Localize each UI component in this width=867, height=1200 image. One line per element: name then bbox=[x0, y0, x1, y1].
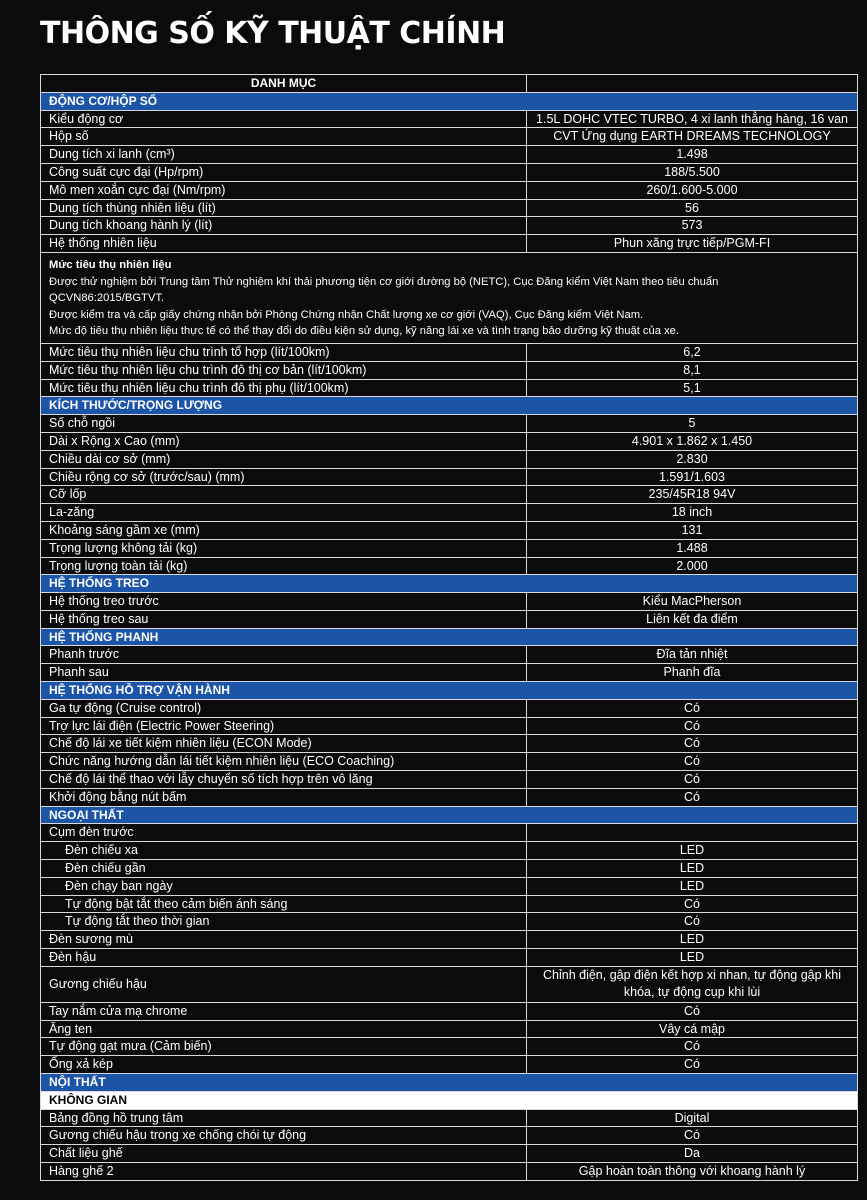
spec-value: CVT Ứng dụng EARTH DREAMS TECHNOLOGY bbox=[553, 129, 831, 144]
spec-value: Có bbox=[684, 896, 700, 911]
subsection-title: KHÔNG GIAN bbox=[49, 1092, 127, 1107]
spec-value: 2.830 bbox=[676, 451, 708, 466]
spec-label: Trọng lượng toàn tải (kg) bbox=[41, 558, 527, 575]
spec-value: LED bbox=[679, 950, 705, 965]
spec-label: Tay nắm cửa mạ chrome bbox=[41, 1003, 527, 1020]
section-engine bbox=[40, 93, 858, 111]
table-row bbox=[40, 433, 858, 451]
table-row bbox=[40, 1110, 858, 1128]
table-row bbox=[40, 111, 858, 129]
spec-value: Có bbox=[684, 914, 700, 929]
table-row bbox=[40, 200, 858, 218]
table-row bbox=[40, 380, 858, 398]
spec-label: Đèn hậu bbox=[41, 949, 527, 966]
spec-value: Có bbox=[684, 754, 700, 769]
spec-value bbox=[527, 824, 857, 841]
table-row bbox=[40, 646, 858, 664]
section-title: HỆ THỐNG PHANH bbox=[49, 629, 159, 644]
spec-label: Chất liệu ghế bbox=[41, 1145, 527, 1162]
table-row bbox=[40, 611, 858, 629]
spec-label: Dung tích thùng nhiên liệu (lít) bbox=[41, 200, 527, 217]
spec-label: Dung tích khoang hành lý (lít) bbox=[41, 217, 527, 234]
section-exterior bbox=[40, 807, 858, 825]
spec-label: Phanh trước bbox=[41, 646, 527, 663]
table-header-value bbox=[527, 75, 857, 92]
page-title: THÔNG SỐ KỸ THUẬT CHÍNH bbox=[40, 16, 506, 51]
fuel-consumption-note bbox=[40, 253, 858, 344]
spec-value: Có bbox=[684, 789, 700, 804]
spec-label: Kiểu động cơ bbox=[41, 111, 527, 128]
table-row bbox=[40, 504, 858, 522]
table-row bbox=[40, 718, 858, 736]
table-row bbox=[40, 217, 858, 235]
section-brakes bbox=[40, 629, 858, 647]
table-row bbox=[40, 967, 858, 1003]
spec-label: Dung tích xi lanh (cm³) bbox=[41, 146, 527, 163]
spec-label: Đèn sương mù bbox=[41, 931, 527, 948]
table-row bbox=[40, 931, 858, 949]
spec-value: Có bbox=[684, 1057, 700, 1072]
spec-value: 6,2 bbox=[683, 344, 701, 359]
spec-value: Kiểu MacPherson bbox=[642, 594, 742, 609]
table-row bbox=[40, 896, 858, 914]
spec-label: Ống xả kép bbox=[41, 1056, 527, 1073]
table-row bbox=[40, 664, 858, 682]
spec-table bbox=[40, 74, 858, 1181]
spec-label: Hệ thống nhiên liệu bbox=[41, 235, 527, 252]
spec-label: Chiều dài cơ sở (mm) bbox=[41, 451, 527, 468]
spec-value: Có bbox=[684, 1039, 700, 1054]
table-row bbox=[40, 344, 858, 362]
section-interior bbox=[40, 1074, 858, 1092]
spec-value: 1.498 bbox=[676, 147, 708, 162]
spec-value: Phun xăng trực tiếp/PGM-FI bbox=[613, 236, 771, 251]
spec-label: Ga tự động (Cruise control) bbox=[41, 700, 527, 717]
spec-value: LED bbox=[679, 932, 705, 947]
spec-label: Chế độ lái xe tiết kiệm nhiên liệu (ECON Mode) bbox=[41, 735, 527, 752]
table-row bbox=[40, 949, 858, 967]
table-row bbox=[40, 842, 858, 860]
spec-label: Ăng ten bbox=[41, 1021, 527, 1038]
spec-value: 573 bbox=[681, 218, 703, 233]
spec-label: Chức năng hướng dẫn lái tiết kiệm nhiên liệu (ECO Coaching) bbox=[41, 753, 527, 770]
table-row bbox=[40, 146, 858, 164]
table-row bbox=[40, 451, 858, 469]
spec-value: Digital bbox=[674, 1110, 710, 1125]
table-row bbox=[40, 1003, 858, 1021]
subsection-space bbox=[40, 1092, 858, 1110]
spec-value: LED bbox=[679, 843, 705, 858]
spec-label: Hàng ghế 2 bbox=[41, 1163, 527, 1180]
spec-value: 1.488 bbox=[676, 540, 708, 555]
spec-value: 18 inch bbox=[671, 505, 713, 520]
spec-value: 1.591/1.603 bbox=[658, 469, 726, 484]
section-title: ĐỘNG CƠ/HỘP SỐ bbox=[49, 93, 158, 108]
spec-value: Có bbox=[684, 772, 700, 787]
spec-value: Có bbox=[684, 736, 700, 751]
spec-value: 2.000 bbox=[676, 558, 708, 573]
note-line: QCVN86:2015/BGTVT. bbox=[49, 292, 165, 305]
table-row bbox=[40, 593, 858, 611]
spec-label: Cỡ lốp bbox=[41, 486, 527, 503]
note-line: Được kiểm tra và cấp giấy chứng nhận bởi Phòng Chứng nhận Chất lượng xe cơ giới (VAQ), Cục Đăng kiểm Việt Nam. bbox=[49, 308, 644, 321]
spec-label: Đèn chạy ban ngày bbox=[41, 878, 527, 895]
note-line: Mức độ tiêu thụ nhiên liệu thực tế có thể thay đổi do điều kiện sử dụng, kỹ năng lái xe và tình trạng bảo dưỡng kỹ thuật của xe. bbox=[49, 325, 679, 338]
section-dimensions bbox=[40, 397, 858, 415]
spec-label: Hộp số bbox=[41, 128, 527, 145]
table-row bbox=[40, 486, 858, 504]
spec-label: Tự động bật tắt theo cảm biến ánh sáng bbox=[41, 896, 527, 913]
spec-value: LED bbox=[679, 861, 705, 876]
spec-value: 1.5L DOHC VTEC TURBO, 4 xi lanh thẳng hàng, 16 van bbox=[536, 111, 848, 126]
table-row bbox=[40, 860, 858, 878]
table-row bbox=[40, 415, 858, 433]
spec-label: Mức tiêu thụ nhiên liệu chu trình đô thị cơ bản (lít/100km) bbox=[41, 362, 527, 379]
spec-value: Phanh đĩa bbox=[663, 665, 721, 680]
spec-label: Công suất cực đại (Hp/rpm) bbox=[41, 164, 527, 181]
table-row bbox=[40, 771, 858, 789]
section-title: NỘI THẤT bbox=[49, 1075, 106, 1090]
spec-value: 131 bbox=[681, 522, 703, 537]
spec-value: 5 bbox=[688, 416, 696, 431]
table-row bbox=[40, 164, 858, 182]
table-row bbox=[40, 182, 858, 200]
spec-value: Có bbox=[684, 1003, 700, 1018]
table-row bbox=[40, 362, 858, 380]
spec-label: Gương chiếu hậu trong xe chống chói tự động bbox=[41, 1127, 527, 1144]
spec-value: Liên kết đa điểm bbox=[646, 611, 738, 626]
spec-value: 56 bbox=[685, 200, 699, 215]
spec-value: Chỉnh điện, gập điện kết hợp xi nhan, tự động gập khi khóa, tự động cụp khi lùi bbox=[542, 967, 842, 1000]
table-row bbox=[40, 735, 858, 753]
spec-label: Mức tiêu thụ nhiên liệu chu trình đô thị phụ (lít/100km) bbox=[41, 380, 527, 397]
spec-value: LED bbox=[679, 878, 705, 893]
spec-label: Hệ thống treo sau bbox=[41, 611, 527, 628]
table-row bbox=[40, 753, 858, 771]
table-row bbox=[40, 1127, 858, 1145]
spec-label: Khoảng sáng gầm xe (mm) bbox=[41, 522, 527, 539]
table-row bbox=[40, 878, 858, 896]
spec-value: Có bbox=[684, 1128, 700, 1143]
table-row bbox=[40, 700, 858, 718]
spec-value: 260/1.600-5.000 bbox=[646, 182, 738, 197]
note-line: Được thử nghiệm bởi Trung tâm Thử nghiệm khí thải phương tiện cơ giới đường bộ (NETC), Cục Đăng kiểm Việt Nam theo tiêu chuẩn bbox=[49, 275, 719, 288]
table-row bbox=[40, 469, 858, 487]
spec-label: Chiều rộng cơ sở (trước/sau) (mm) bbox=[41, 469, 527, 486]
section-title: HỆ THỐNG HỖ TRỢ VẬN HÀNH bbox=[49, 683, 230, 698]
spec-value: 188/5.500 bbox=[664, 164, 720, 179]
table-row bbox=[40, 1145, 858, 1163]
table-row bbox=[40, 913, 858, 931]
note-title: Mức tiêu thụ nhiên liệu bbox=[49, 258, 172, 271]
table-row bbox=[40, 522, 858, 540]
spec-value: Gập hoàn toàn thông với khoang hành lý bbox=[578, 1164, 806, 1178]
section-suspension bbox=[40, 575, 858, 593]
section-title: HỆ THỐNG TREO bbox=[49, 576, 150, 591]
spec-label: Tự động tắt theo thời gian bbox=[41, 913, 527, 930]
table-row bbox=[40, 1038, 858, 1056]
table-row bbox=[40, 558, 858, 576]
spec-value: 235/45R18 94V bbox=[648, 487, 736, 502]
spec-label: Chế độ lái thể thao với lẫy chuyển số tích hợp trên vô lăng bbox=[41, 771, 527, 788]
spec-label: Số chỗ ngồi bbox=[41, 415, 527, 432]
table-row bbox=[40, 1056, 858, 1074]
section-title: NGOẠI THẤT bbox=[49, 807, 124, 822]
spec-value: 5,1 bbox=[683, 380, 701, 395]
spec-label: Trọng lượng không tải (kg) bbox=[41, 540, 527, 557]
table-header-label: DANH MỤC bbox=[41, 75, 527, 92]
section-driving-assist bbox=[40, 682, 858, 700]
spec-value: 8,1 bbox=[683, 362, 701, 377]
spec-group-label: Cụm đèn trước bbox=[41, 824, 527, 841]
table-row bbox=[40, 824, 858, 842]
spec-label: La-zăng bbox=[41, 504, 527, 521]
table-header-row bbox=[40, 75, 858, 93]
spec-label: Bảng đồng hồ trung tâm bbox=[41, 1110, 527, 1127]
spec-label: Đèn chiếu xa bbox=[41, 842, 527, 859]
table-row bbox=[40, 128, 858, 146]
table-row bbox=[40, 789, 858, 807]
section-title: KÍCH THƯỚC/TRỌNG LƯỢNG bbox=[49, 398, 223, 413]
spec-label: Mức tiêu thụ nhiên liệu chu trình tổ hợp (lít/100km) bbox=[41, 344, 527, 361]
table-row bbox=[40, 235, 858, 253]
spec-label: Đèn chiếu gần bbox=[41, 860, 527, 877]
table-row bbox=[40, 540, 858, 558]
spec-label: Hệ thống treo trước bbox=[41, 593, 527, 610]
spec-label: Phanh sau bbox=[41, 664, 527, 681]
spec-label: Gương chiếu hậu bbox=[41, 967, 527, 1002]
spec-label: Mô men xoắn cực đại (Nm/rpm) bbox=[41, 182, 527, 199]
spec-value: Vây cá mập bbox=[658, 1021, 725, 1036]
spec-value: Đĩa tản nhiệt bbox=[656, 647, 728, 662]
spec-value: 4.901 x 1.862 x 1.450 bbox=[631, 433, 753, 448]
spec-value: Da bbox=[684, 1146, 700, 1161]
spec-label: Tự động gạt mưa (Cảm biến) bbox=[41, 1038, 527, 1055]
spec-value: Có bbox=[684, 718, 700, 733]
spec-label: Trợ lực lái điện (Electric Power Steering) bbox=[41, 718, 527, 735]
spec-label: Dài x Rộng x Cao (mm) bbox=[41, 433, 527, 450]
table-row bbox=[40, 1163, 858, 1181]
spec-value: Có bbox=[684, 700, 700, 715]
table-row bbox=[40, 1021, 858, 1039]
spec-label: Khởi động bằng nút bấm bbox=[41, 789, 527, 806]
